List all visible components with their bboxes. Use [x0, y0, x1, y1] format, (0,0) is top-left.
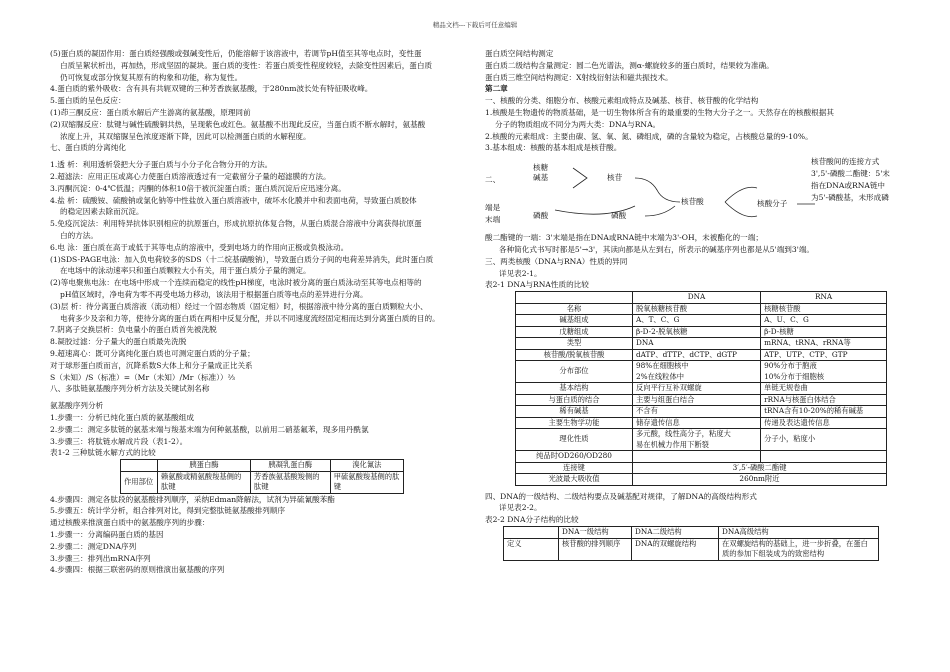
text-line: 3.丙酮沉淀：0-4℃低温；丙酮的体积10倍于被沉淀蛋白质；蛋白质沉淀后应迅速分离。 — [50, 183, 346, 193]
table-cell: 光波最大吸收值 — [516, 474, 633, 486]
text-line: 氨基酸序列分析 — [50, 401, 104, 411]
table-cell: 稀有碱基 — [516, 406, 633, 418]
text-line: 详见表2-2。 — [499, 503, 542, 513]
table-header-row — [516, 292, 887, 304]
text-line: (5)蛋白质的凝固作用：蛋白质经强酸或强碱变性后，仍能溶解于该溶液中，若调节pH值至其等电点时，变性蛋 — [50, 49, 422, 58]
table-cell: 主要与组蛋白结合 — [633, 394, 761, 406]
text-line: 5.步骤五：统计学分析，组合排列对比，得到完整肽链氨基酸排列顺序 — [50, 506, 286, 516]
dna-structure-intro — [485, 491, 895, 526]
text-line: 蛋白质空间结构测定 — [485, 49, 554, 58]
text-line: 一、核酸的分类、细胞分布、核酸元素组成特点及碱基、核苷、核苷酸的化学结构 — [485, 96, 759, 106]
table-2-2 — [503, 526, 879, 561]
table-cell: 脱氧核糖核苷酸 — [633, 303, 761, 315]
diagram-section-label: 二、 — [485, 175, 501, 185]
table-cell: 芳香族氨基酸羧侧的肽键 — [250, 471, 330, 493]
table-header-cell — [121, 460, 158, 472]
text-line: 三、两类核酸（DNA与RNA）性质的异同 — [485, 256, 628, 266]
table-cell: 260nm附近 — [633, 474, 887, 486]
table-cell: tRNA含有10-20%的稀有碱基 — [761, 406, 887, 418]
table-cell: 不含有 — [633, 406, 761, 418]
text-line: 6.电 泳：蛋白质在高于或低于其等电点的溶液中，受到电场力的作用向正极或负极泳动。 — [50, 242, 349, 252]
text-line: 2.超滤法：应用正压或离心力使蛋白质溶液透过有一定截留分子量的超滤膜的方法。 — [50, 171, 331, 181]
text-line: 9.超速离心：既可分离纯化蛋白质也可测定蛋白质的分子量； — [50, 348, 255, 358]
table-cell: A、U、C、G — [761, 315, 887, 327]
nucleotide-diagram — [485, 154, 895, 232]
sequence-analysis-section — [50, 400, 470, 459]
table-cell: 在双螺旋结构的基础上，进一步折叠，在蛋白质的参加下组装成为的致密结构 — [719, 538, 879, 560]
text-line: pH值区域时，净电荷为零不再受电场力移动，该法用于根据蛋白质等电点的差异进行分离。 — [60, 289, 368, 299]
diagram-phosphate-label: 磷酸 — [533, 211, 549, 221]
table-row — [516, 315, 887, 327]
text-line: 通过核酸来推演蛋白质中的氨基酸序列的步骤： — [50, 518, 210, 528]
text-line: 的稳定因素去除而沉淀。 — [60, 207, 144, 217]
diagram-nucleoside-label: 核苷 — [607, 173, 623, 183]
table-cell: 分子小，粘度小 — [761, 429, 887, 451]
text-line: 为5'-磷酸基，未形成磷 — [811, 192, 889, 202]
table-cell: RNA — [761, 292, 887, 304]
text-line: 在电场中的泳动速率只和蛋白质颗粒大小有关，用于蛋白质分子量的测定。 — [60, 266, 311, 276]
table-cell: 储存遗传信息 — [633, 417, 761, 429]
text-line: (2)双缩脲反应：肽键与碱性硫酸铜共热，呈现紫色或红色。氨基酸不出现此反应，当蛋白质不断水解时，氨基酸 — [50, 119, 426, 129]
table-cell — [761, 451, 887, 463]
table-header-cell: DNA一级结构 — [559, 527, 632, 539]
linkage-side-note — [811, 156, 890, 203]
table-cell: dATP、dTTP、dCTP、dGTP — [633, 349, 761, 361]
table-cell: mRNA、tRNA、rRNA等 — [761, 338, 887, 350]
table-row — [516, 361, 887, 383]
table-cell: 90%分布于胞液 10%分布于细胞核 — [761, 361, 887, 383]
text-line: 七、蛋白质的分离纯化 — [50, 143, 126, 153]
chapter-line — [485, 83, 895, 95]
table-header-cell: 胰蛋白酶 — [158, 460, 251, 472]
text-line: 3.基本组成：核酸的基本组成是核苷酸。 — [485, 143, 622, 153]
text-line: 1.透 析：利用透析袋把大分子蛋白质与小分子化合物分开的方法。 — [50, 160, 273, 170]
table-row-label: 定义 — [504, 538, 559, 560]
table-cell: rRNA与核蛋白体结合 — [761, 394, 887, 406]
text-line: 4.步骤四：测定各肽段的氨基酸排列顺序，采纳Edman降解法，试剂为异硫氰酸苯酯 — [50, 494, 335, 504]
diagram-macromolecule-label: 核酸分子 — [757, 199, 788, 209]
table-cell — [633, 451, 761, 463]
text-line: (2)等电聚焦电泳：在电场中形成一个连续而稳定的线性pH梯度，电泳时被分离的蛋白质泳动至其等电点相等的 — [50, 278, 422, 288]
nucleic-acid-intro-section — [485, 95, 895, 154]
table-cell: 核苷酸的排列顺序 — [559, 538, 632, 560]
table-header-cell: DNA高级结构 — [719, 527, 879, 539]
table-cell: β-D-2-脱氧核糖 — [633, 326, 761, 338]
table-cell: 与蛋白质的结合 — [516, 394, 633, 406]
text-line: (1)SDS-PAGE电泳：加入负电荷较多的SDS（十二烷基磺酸钠），导致蛋白质分子间的电荷差异消失，此时蛋白质 — [50, 254, 434, 264]
text-line: 浓度上升，其双缩脲呈色浓度逐渐下降，因此可以检测蛋白质的水解程度。 — [60, 131, 311, 141]
table-row — [516, 326, 887, 338]
table-cell: 分布部位 — [516, 361, 633, 383]
sequence-steps-section — [50, 494, 470, 577]
diagram-ribose-label: 核糖 — [533, 163, 549, 173]
table-cell: DNA — [633, 292, 761, 304]
text-line: 表1-2 三种肽链水解方式的比较 — [50, 448, 156, 458]
text-line: 4.蛋白质的紫外吸收：含有具有共轭双键的三种芳香族氨基酸，于280nm波长处有特征吸收峰。 — [50, 84, 373, 94]
table-cell: DNA的双螺旋结构 — [632, 538, 719, 560]
text-line: 八、多肽链氨基酸序列分析方法及关键试剂名称 — [50, 384, 210, 394]
table-cell — [516, 292, 633, 304]
table-cell: 核糖核苷酸 — [761, 303, 887, 315]
text-line: 白质呈絮状析出，再加热，形成坚固的凝块。蛋白质的变性：若蛋白质变性程度较轻，去除变性因素后，蛋白质 — [60, 60, 433, 70]
table-header-cell: DNA二级结构 — [632, 527, 719, 539]
spatial-structure-section — [485, 48, 895, 83]
text-line: 详见表2-1。 — [499, 268, 542, 278]
text-line: 5.免疫沉淀法：利用特异抗体识别相应的抗原蛋白，形成抗原抗体复合物，从蛋白质混合溶液中分离获得抗原蛋 — [50, 219, 422, 229]
table-cell: 类型 — [516, 338, 633, 350]
text-line: 2.步骤二：测定多肽链的氨基末端与羧基末端为何种氨基酸，以前用二硝基氟苯，现多用丹酰氯 — [50, 424, 369, 434]
protein-purification-section — [50, 159, 470, 395]
text-line: 1.步骤一：分离编码蛋白质的基因 — [50, 529, 164, 539]
table-cell: 传递及表达遗传信息 — [761, 417, 887, 429]
table-cell: A、T、C、G — [633, 315, 761, 327]
table-cell: 纯品时OD260/OD280 — [516, 451, 633, 463]
text-line: 2.核酸的元素组成：主要由碳、氢、氧、氮、磷组成，磷的含量较为稳定，占核酸总量的9-10%。 — [485, 131, 813, 141]
text-line: (1)茚三酮反应：蛋白质水解后产生游离的氨基酸，原理同前 — [50, 107, 251, 117]
text-line: 4.步骤四：根据三联密码的原则推演出氨基酸的序列 — [50, 565, 225, 575]
diagram-base-label: 碱基 — [533, 173, 549, 183]
text-line: 电荷多少及亲和力等，使待分离的蛋白质在两相中反复分配，并以不同速度流经固定相而达到分离蛋白质的目的。 — [60, 313, 440, 323]
table-1-2 — [120, 459, 404, 494]
text-line: 表2-2 DNA分子结构的比较 — [485, 515, 579, 525]
table-row — [516, 462, 887, 474]
dna-rna-comparison-intro — [485, 232, 895, 291]
text-line: 1.步骤一：分析已纯化蛋白质的氨基酸组成 — [50, 412, 194, 422]
table-header-cell: 溴化氰法 — [330, 460, 403, 472]
table-row — [516, 406, 887, 418]
text-line: 分子的物质组成不同分为两大类：DNA与RNA。 — [495, 119, 661, 129]
table-row-label: 作用部位 — [121, 471, 158, 493]
table-cell: 理化性质 — [516, 429, 633, 451]
table-cell: 98%在细胞核中 2%在线粒体中 — [633, 361, 761, 383]
table-cell: 3′,5′-磷酸二酯键 — [633, 462, 887, 474]
text-line: S（未知）/S（标准）=（Mr（未知）/Mr（标准））⅔ — [50, 372, 235, 382]
text-line: 1.核酸是生物遗传的物质基础，是一切生物体所含有的最重要的生物大分子之一。天然存在的核酸根据其 — [485, 107, 834, 117]
text-line: 8.凝胶过滤：分子量大的蛋白质最先洗脱 — [50, 337, 187, 347]
table-cell: β-D-核糖 — [761, 326, 887, 338]
text-line: 对于球形蛋白质而言，沉降系数S大体上和分子量成正比关系 — [50, 360, 253, 370]
diagram-nucleotide-label: 核苷酸 — [681, 197, 704, 207]
text-line: (3)层 析：待分离蛋白质溶液（流动相）经过一个固态物质（固定相）时，根据溶液中待分离的蛋白质颗粒大小、 — [50, 301, 428, 311]
text-line: 蛋白质三维空间结构测定：X射线衍射法和磁共振技术。 — [485, 72, 673, 82]
table-cell: 连接键 — [516, 462, 633, 474]
table-header-cell: 胰凝乳蛋白酶 — [250, 460, 330, 472]
text-line: 指在DNA或RNA链中 — [811, 180, 886, 190]
table-cell: 多元酸，线性高分子，粘度大 易在机械力作用下断裂 — [633, 429, 761, 451]
diagram-phosphate-label: 磷酸 — [611, 211, 627, 221]
table-cell: 名称 — [516, 303, 633, 315]
table-cell: 主要生物学功能 — [516, 417, 633, 429]
text-line: 7.阴离子交换层析：负电量小的蛋白质首先被洗脱 — [50, 325, 217, 335]
text-line: 蛋白质二级结构含量测定：圆二色光谱法，测α-螺旋较多的蛋白质时，结果较为准确。 — [485, 60, 774, 70]
text-line: 核苷酸间的连接方式 — [811, 157, 880, 167]
table-cell: 反向平行互补双螺旋 — [633, 383, 761, 395]
table-cell: DNA — [633, 338, 761, 350]
table-row — [516, 349, 887, 361]
table-cell: ATP、UTP、CTP、GTP — [761, 349, 887, 361]
right-column — [485, 48, 895, 561]
text-line: 表2-1 DNA与RNA性质的比较 — [485, 280, 589, 290]
table-cell: 单链无规卷曲 — [761, 383, 887, 395]
chapter-title: 第二章 — [485, 84, 508, 94]
table-row — [516, 474, 887, 486]
table-row — [516, 417, 887, 429]
text-line: 白的方法。 — [60, 230, 98, 240]
text-line: 3.步骤三：排列出mRNA序列 — [50, 553, 151, 563]
diagram-strand-end-label: 端是末端 — [485, 203, 501, 224]
table-cell: 赖氨酸或精氨酸羧基侧的肽键 — [158, 471, 251, 493]
table-row — [516, 303, 887, 315]
text-line: 2.步骤二：测定DNA序列 — [50, 541, 137, 551]
text-line: 4.盐 析：硫酸铵、硫酸钠或氯化钠等中性盐放入蛋白质溶液中，破坏水化膜并中和表面电荷，导致蛋白质胶体 — [50, 195, 417, 205]
page-header: 精品文档---下载后可任意编辑 — [432, 21, 518, 29]
table-cell: 甲硫氨酸羧基侧的肽键 — [330, 471, 403, 493]
protein-properties-section — [50, 48, 470, 154]
text-line: 四、DNA的一级结构、二级结构要点及碱基配对规律，了解DNA的高级结构形式 — [485, 491, 757, 501]
text-line: 仍可恢复或部分恢复其原有的构象和功能，称为复性。 — [60, 72, 243, 82]
table-row — [516, 383, 887, 395]
table-cell: 碱基组成 — [516, 315, 633, 327]
table-row — [516, 429, 887, 451]
table-2-1 — [515, 291, 887, 486]
table-row — [516, 451, 887, 463]
table-cell: 核苷酸/脱氧核苷酸 — [516, 349, 633, 361]
text-line: 3',5'-磷酸二酯键：5'末 — [811, 168, 890, 178]
text-line: 3.步骤三：将肽链水解成片段（表1-2）。 — [50, 436, 188, 446]
table-cell: 戊糖组成 — [516, 326, 633, 338]
table-header-cell — [504, 527, 559, 539]
text-line: 酸二酯键的一端：3'末端是指在DNA或RNA链中末端为3'-OH，未被酯化的一端； — [485, 233, 763, 243]
left-column — [50, 48, 470, 576]
table-row — [516, 394, 887, 406]
text-line: 各种简化式书写时都是5'→3'，其读向都是从左到右，所表示的碱基序列也都是从5'端到3'端。 — [499, 244, 815, 254]
text-line: 5.蛋白质的呈色反应： — [50, 96, 126, 106]
table-row — [516, 338, 887, 350]
table-cell: 基本结构 — [516, 383, 633, 395]
